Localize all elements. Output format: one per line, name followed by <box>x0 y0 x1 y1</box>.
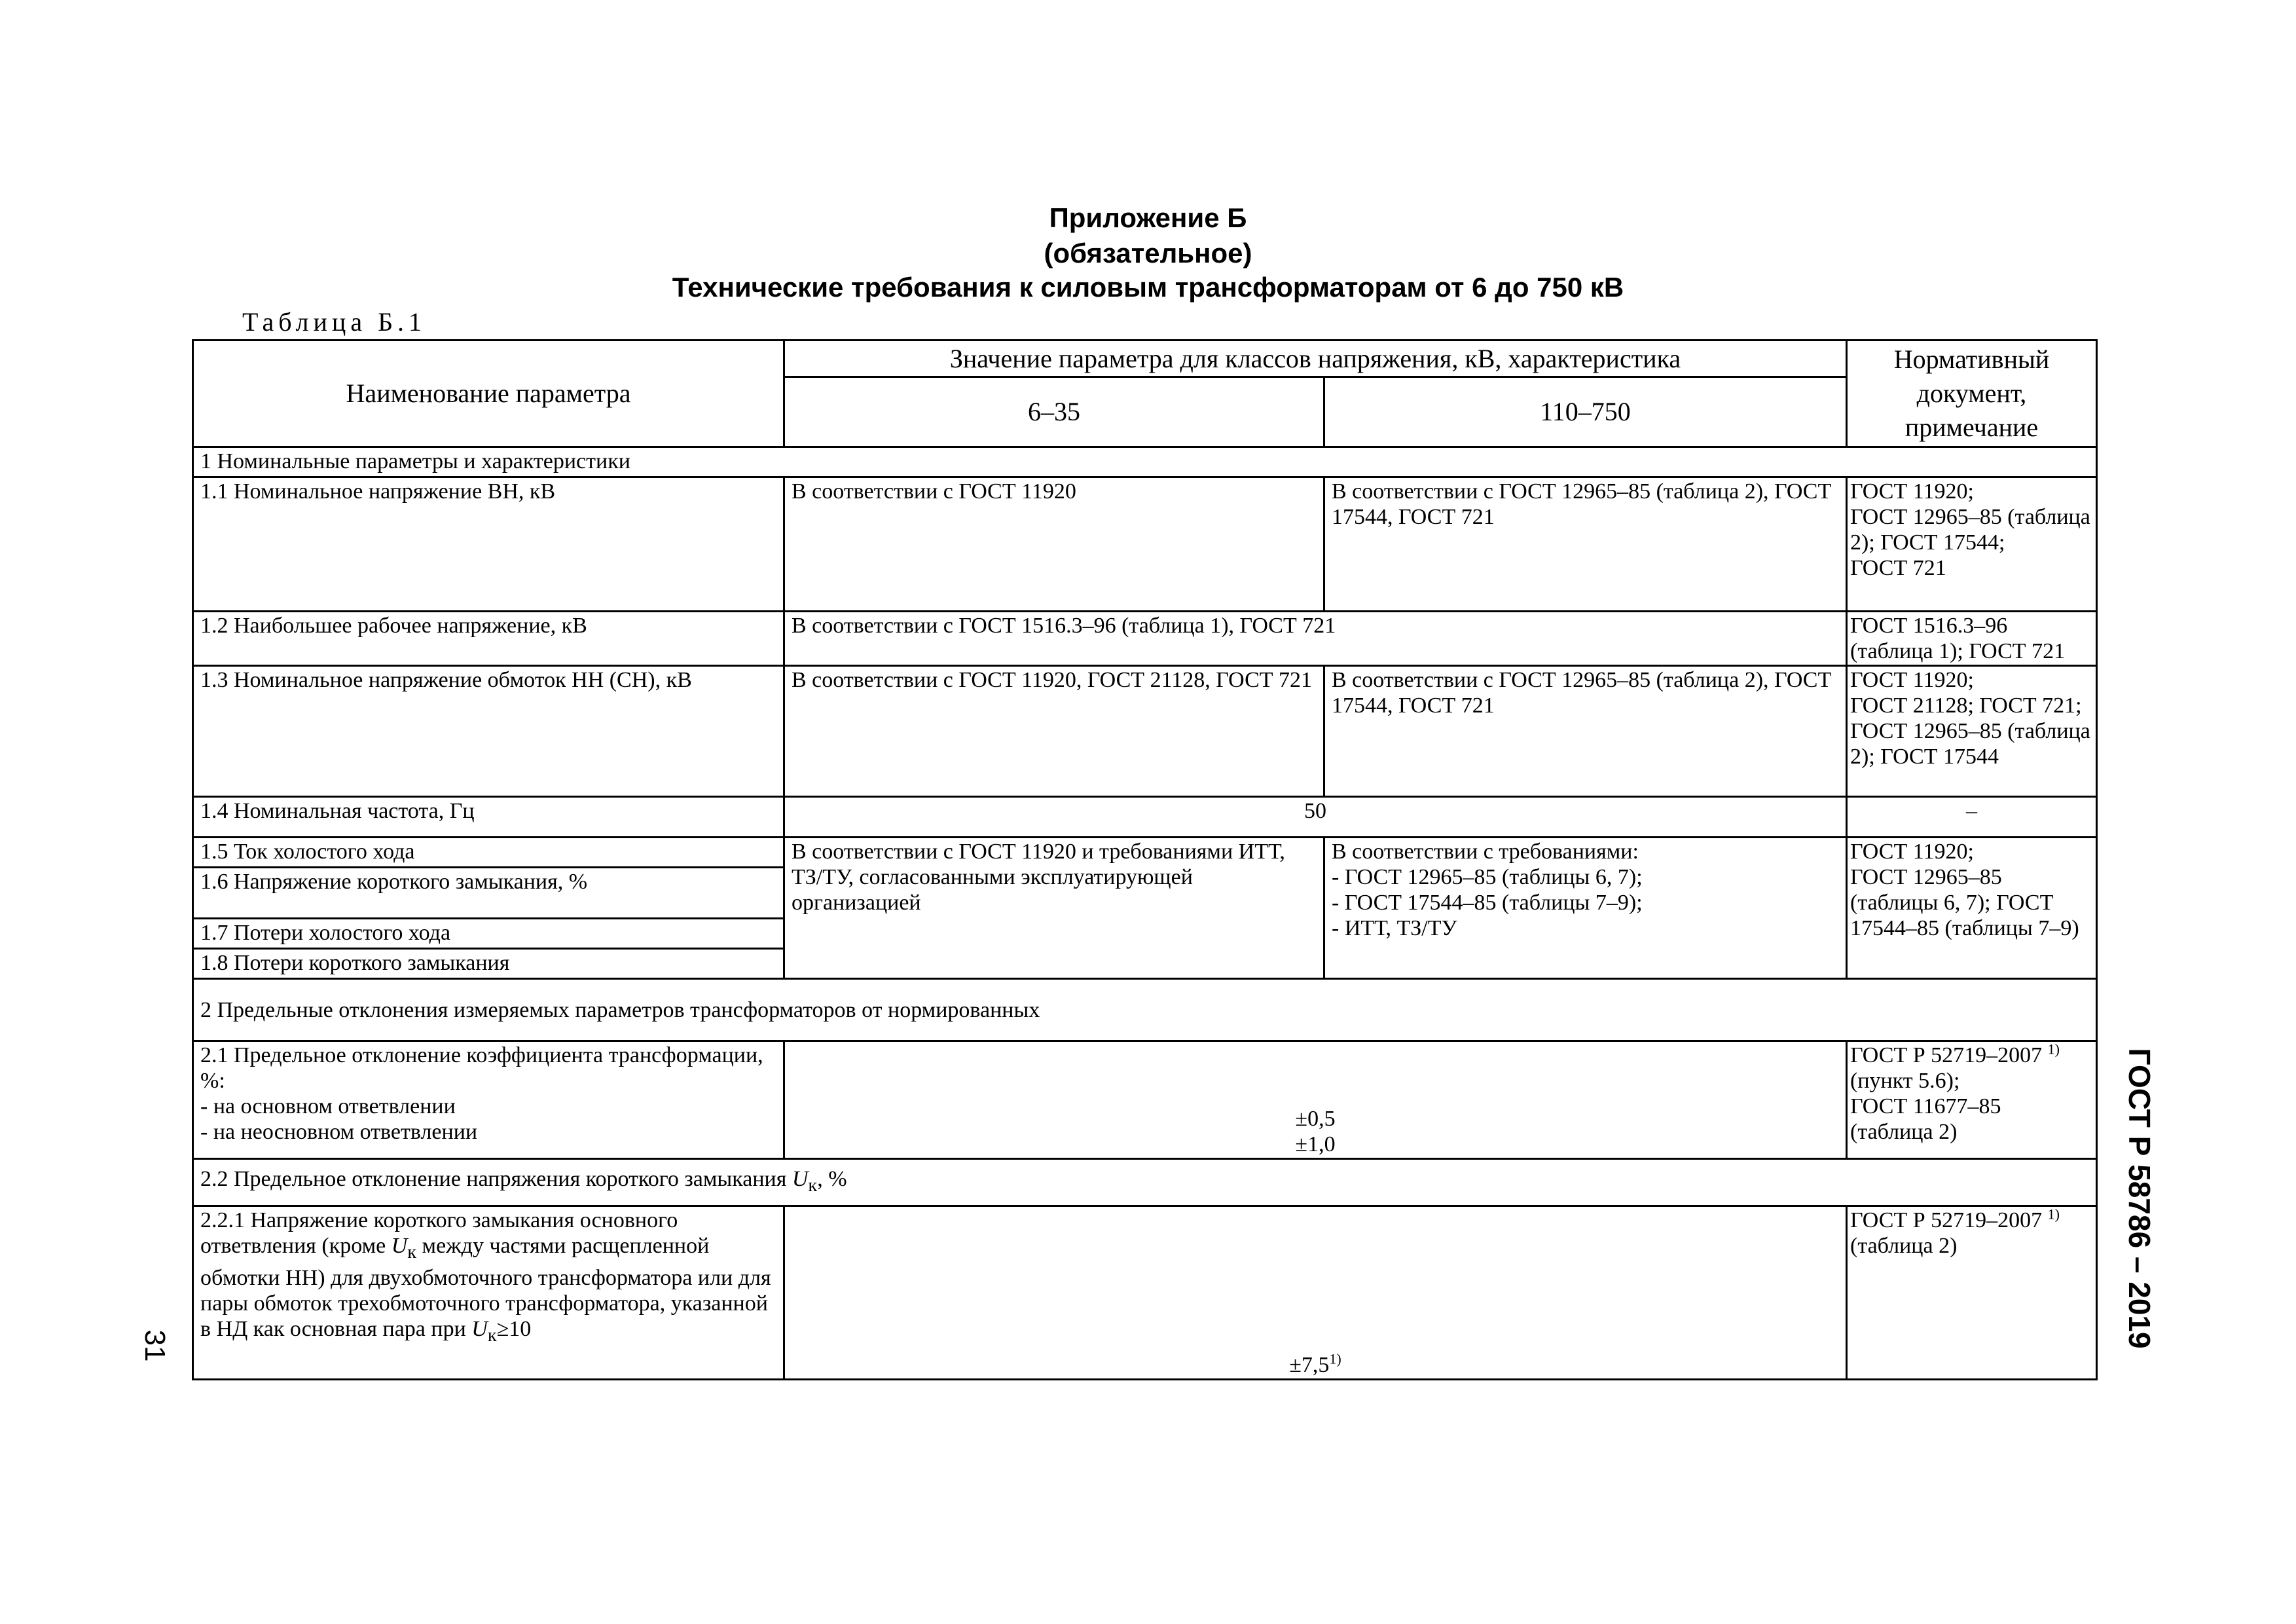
table-caption: Таблица Б.1 <box>242 307 427 337</box>
value-1-2: В соответствии с ГОСТ 1516.3–96 (таблица 1), ГОСТ 721 <box>784 612 1847 666</box>
doc-2-2-1-table: (таблица 2) <box>1850 1234 1958 1258</box>
value-1-1-high: В соответствии с ГОСТ 12965–85 (таблица 2), ГОСТ 17544, ГОСТ 721 <box>1324 477 1847 612</box>
value-1-5-8-low: В соответствии с ГОСТ 11920 и требованиями ИТТ, ТЗ/ТУ, согласованными эксплуатирующей организацией <box>784 838 1324 979</box>
doc-2-2-1-gost: ГОСТ Р 52719–2007 <box>1850 1208 2043 1232</box>
param-2-2-1: 2.2.1 Напряжение короткого замыкания основного ответвления (кроме $U_к$ между частями расщепленной обмотки НН) для двухобмоточного трансформатора или для пары обмоток трехобмоточного трансформатора, указанной в НД как основная пара при $U_к\ge 10$ <box>193 1206 784 1380</box>
doc-1-3: ГОСТ 11920; ГОСТ 21128; ГОСТ 721; ГОСТ 12965–85 (таблица 2); ГОСТ 17544 <box>1847 666 2097 797</box>
footnote-ref: 1) <box>1329 1350 1341 1367</box>
header-normative-doc: Нормативный документ, примечание <box>1847 341 2097 447</box>
standard-code: ГОСТ Р 58786 – 2019 <box>2123 1048 2157 1349</box>
section-2-title: 2 Предельные отклонения измеряемых параметров трансформаторов от нормированных <box>193 979 2097 1041</box>
requirements-table <box>192 339 2098 1380</box>
header-parameter-name: Наименование параметра <box>193 341 784 447</box>
header-class-110-750: 110–750 <box>1324 377 1847 447</box>
appendix-subject: Технические требования к силовым трансформаторам от 6 до 750 кВ <box>672 272 1624 303</box>
doc-2-1-clause: (пункт 5.6); <box>1850 1069 1960 1093</box>
table-row <box>193 797 2097 838</box>
param-1-3: 1.3 Номинальное напряжение обмоток НН (СН), кВ <box>193 666 784 797</box>
doc-1-4: – <box>1847 797 2097 838</box>
section-row <box>193 979 2097 1041</box>
param-1-7: 1.7 Потери холостого хода <box>193 919 784 949</box>
param-1-4: 1.4 Номинальная частота, Гц <box>193 797 784 838</box>
value-1-1-low: В соответствии с ГОСТ 11920 <box>784 477 1324 612</box>
doc-2-1-gost: ГОСТ Р 52719–2007 <box>1850 1043 2043 1067</box>
value-1-3-low: В соответствии с ГОСТ 11920, ГОСТ 21128, ГОСТ 721 <box>784 666 1324 797</box>
doc-1-2: ГОСТ 1516.3–96 (таблица 1); ГОСТ 721 <box>1847 612 2097 666</box>
param-1-6: 1.6 Напряжение короткого замыкания, % <box>193 868 784 919</box>
param-2-1-title: 2.1 Предельное отклонение коэффициента трансформации, %: <box>200 1043 763 1093</box>
value-2-1-main: ±0,5 <box>1295 1107 1336 1131</box>
footnote-ref: 1) <box>2047 1041 2060 1058</box>
param-2-1-main-tap: - на основном ответвлении <box>200 1094 456 1118</box>
header-value-group: Значение параметра для классов напряжения, кВ, характеристика <box>784 341 1847 377</box>
table-row <box>193 838 2097 868</box>
param-1-2: 1.2 Наибольшее рабочее напряжение, кВ <box>193 612 784 666</box>
doc-1-5-8: ГОСТ 11920; ГОСТ 12965–85 (таблицы 6, 7); ГОСТ 17544–85 (таблицы 7–9) <box>1847 838 2097 979</box>
param-2-1 <box>193 1041 784 1159</box>
doc-1-1: ГОСТ 11920; ГОСТ 12965–85 (таблица 2); ГОСТ 17544; ГОСТ 721 <box>1847 477 2097 612</box>
appendix-status: (обязательное) <box>1044 238 1252 268</box>
section-row <box>193 1159 2097 1206</box>
table-header-row <box>193 341 2097 377</box>
value-1-4: 50 <box>784 797 1847 838</box>
value-1-5-8-high: В соответствии с требованиями: - ГОСТ 12965–85 (таблицы 6, 7); - ГОСТ 17544–85 (таблицы 7–9); - ИТТ, ТЗ/ТУ <box>1324 838 1847 979</box>
value-2-2-1: $\pm 7,5^{1)}$ <box>784 1206 1847 1380</box>
param-2-1-other-tap: - на неосновном ответвлении <box>200 1120 478 1144</box>
value-2-1-other: ±1,0 <box>1295 1132 1336 1156</box>
page-number: 31 <box>139 1329 171 1362</box>
value-1-3-high: В соответствии с ГОСТ 12965–85 (таблица 2), ГОСТ 17544, ГОСТ 721 <box>1324 666 1847 797</box>
appendix-title: Приложение Б <box>1049 202 1247 233</box>
table-row <box>193 612 2097 666</box>
footnote-ref: 1) <box>2047 1206 2060 1223</box>
doc-2-1-table: (таблица 2) <box>1850 1120 1958 1144</box>
section-row <box>193 447 2097 477</box>
doc-2-1-gost2: ГОСТ 11677–85 <box>1850 1094 2001 1118</box>
table-row <box>193 477 2097 612</box>
value-2-1 <box>784 1041 1847 1159</box>
header-class-6-35: 6–35 <box>784 377 1324 447</box>
section-2-2-title: 2.2 Предельное отклонение напряжения короткого замыкания $U_к$, % <box>193 1159 2097 1206</box>
doc-2-1 <box>1847 1041 2097 1159</box>
param-1-5: 1.5 Ток холостого хода <box>193 838 784 868</box>
table-row <box>193 1206 2097 1380</box>
doc-2-2-1 <box>1847 1206 2097 1380</box>
param-1-8: 1.8 Потери короткого замыкания <box>193 949 784 979</box>
param-1-1: 1.1 Номинальное напряжение ВН, кВ <box>193 477 784 612</box>
section-1-title: 1 Номинальные параметры и характеристики <box>193 447 2097 477</box>
table-row <box>193 1041 2097 1159</box>
table-row <box>193 666 2097 797</box>
